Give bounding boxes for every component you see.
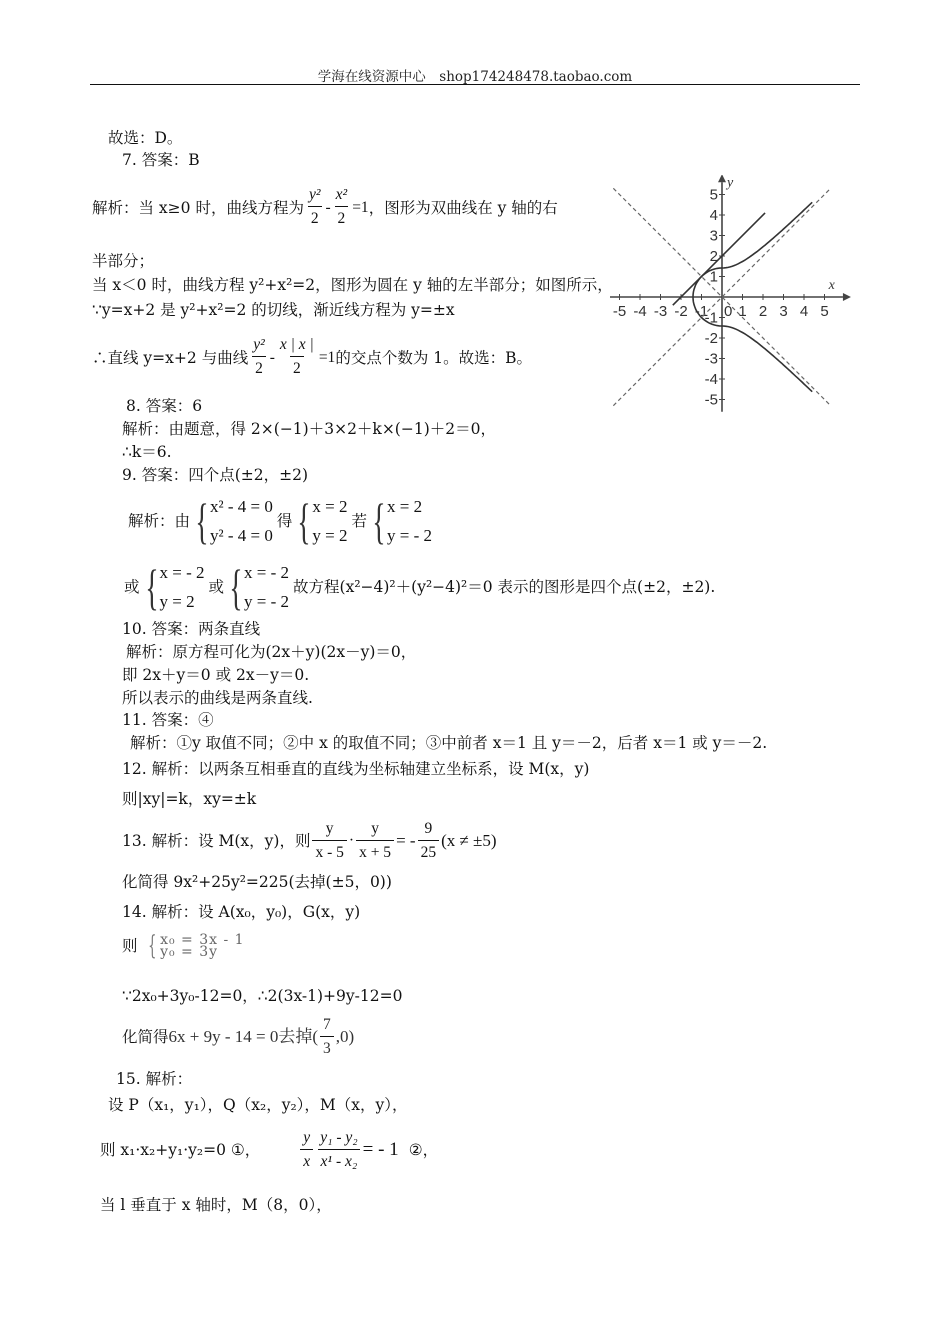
q7-fraction-4-den: 2 <box>290 356 304 381</box>
q9-system-1 <box>190 492 273 550</box>
x-tick-label: -4 <box>633 303 647 320</box>
q9-system-3-row-1: x = 2 <box>387 497 423 516</box>
q9-system-3-row-2: y = - 2 <box>387 526 432 545</box>
x-axis-label: x <box>828 278 835 293</box>
q10-answer: 10. 答案：两条直线 <box>122 620 261 638</box>
q9-system-2-row-2: y = 2 <box>312 526 348 545</box>
q13-fraction-2 <box>356 818 394 865</box>
q9-system-4-row-2: y = 2 <box>159 592 195 611</box>
q7-fraction-2-den: 2 <box>335 206 349 231</box>
x-tick-label: 3 <box>779 303 788 320</box>
y-tick-label: -2 <box>704 330 718 347</box>
q7-fraction-3-den: 2 <box>252 356 266 381</box>
q15-fraction-2-den: x¹ - x₂ <box>318 1149 361 1174</box>
q11-line1: 解析：①y 取值不同；②中 x 的取值不同；③中前者 x＝1 且 y＝－2，后者 x＝1 或 y＝－2. <box>130 734 768 752</box>
q7-line1-text-a: 解析：当 x≥0 时，曲线方程为 <box>92 198 304 217</box>
q7-line5 <box>92 334 532 381</box>
q13-line2: 化简得 9x²+25y²=225(去掉(±5，0)) <box>122 873 392 891</box>
q9-system-2-brace: { <box>297 493 311 549</box>
q7-line5-text-b: 的交点个数为 1。故选：B。 <box>335 348 532 367</box>
q13-fraction-3-den: 25 <box>418 840 440 865</box>
q8-analysis: 解析：由题意，得 2×(−1)＋3×2＋k×(−1)＋2＝0， <box>122 420 496 438</box>
q7-minus: - <box>325 198 331 216</box>
hyperbola-upper-branch <box>722 202 812 268</box>
q7-line5-text-a: ∴直线 y=x+2 与曲线 <box>92 348 249 367</box>
q7-line3: 当 x＜0 时，曲线方程 y²+x²=2，图形为圆在 y 轴的左半部分；如图所示， <box>92 276 613 294</box>
q7-fraction-2 <box>333 184 351 231</box>
q10-line2: 即 2x＋y＝0 或 2x－y＝0. <box>122 666 310 684</box>
q14-line3: ∵2x₀+3y₀-12=0，∴2(3x-1)+9y-12=0 <box>122 987 403 1005</box>
q13-eq: = - <box>396 831 416 850</box>
q7-line2: 半部分； <box>92 252 155 270</box>
q15-fraction-2 <box>317 1127 360 1174</box>
y-tick-label: -3 <box>704 350 718 368</box>
q9-system-5-brace: { <box>229 559 243 615</box>
q7-fraction-4 <box>277 334 317 381</box>
q15-eq: = - 1 <box>362 1139 399 1160</box>
y-axis-arrow <box>718 175 726 182</box>
q13-dot: · <box>348 832 355 849</box>
q10-line1: 解析：原方程可化为(2x＋y)(2x－y)＝0， <box>126 643 417 661</box>
q14-line4-end: ,0) <box>335 1027 355 1046</box>
q9-de: 得 <box>276 512 293 530</box>
y-tick-label: -1 <box>704 309 718 327</box>
q7-eq1: =1 <box>352 198 369 216</box>
q9-huo-2: 或 <box>208 578 225 596</box>
q13-fraction-2-num: y <box>371 819 379 837</box>
x-tick-label: -1 <box>694 303 709 320</box>
hyperbola-lower-branch <box>722 326 812 392</box>
q14-line2 <box>122 933 245 959</box>
y-tick-label: -4 <box>704 371 718 388</box>
q7-eq2: =1 <box>318 348 336 366</box>
q7-line1 <box>92 184 558 231</box>
page-header: 学海在线资源中心 shop174248478.taobao.com <box>317 69 633 85</box>
q9-system-3-brace: { <box>372 493 386 549</box>
q9-conclusion: 故方程(x²−4)²＋(y²−4)²＝0 表示的图形是四个点(±2，±2). <box>293 578 716 596</box>
y-tick-label: 2 <box>709 248 718 265</box>
header-rule <box>90 84 860 85</box>
x-tick-label: -5 <box>612 303 627 320</box>
q15-fraction-1-num: y <box>303 1128 311 1146</box>
q15-line3: 当 l 垂直于 x 轴时，M（8，0）， <box>100 1196 332 1214</box>
q15-line2-text-a: 则 x₁·x₂+y₁·y₂=0 ①， <box>100 1141 261 1159</box>
q9-system-5 <box>224 558 289 616</box>
q7-minus-2: - <box>269 348 275 366</box>
q15-line1: 设 P（x₁，y₁），Q（x₂，y₂），M（x，y）， <box>108 1096 408 1114</box>
origin-label: 0 <box>724 303 733 320</box>
q9-system-5-row-2: y = - 2 <box>244 592 290 611</box>
q14-line1: 14. 解析：设 A(x₀，y₀)，G(x，y) <box>122 903 361 921</box>
q15-fraction-1 <box>300 1127 313 1174</box>
q15-line2-text-b: ②， <box>408 1141 439 1159</box>
q14-system <box>144 933 245 959</box>
q8-answer: 8. 答案：6 <box>126 397 203 415</box>
q6-select: 故选：D。 <box>108 129 183 147</box>
x-tick-label: 5 <box>820 303 829 320</box>
graph-static <box>610 175 851 412</box>
q14-fraction-num: 7 <box>323 1015 331 1033</box>
q7-fraction-1-num: y² <box>308 186 321 203</box>
q15-title: 15. 解析： <box>116 1070 193 1088</box>
q13-fraction-1-num: y <box>325 819 334 837</box>
q13-condition: (x ≠ ±5) <box>441 831 497 850</box>
q7-fraction-3 <box>250 334 268 381</box>
q9-huo-1: 或 <box>124 578 140 596</box>
q9-line1 <box>128 490 432 552</box>
y-tick-label: 4 <box>709 207 718 224</box>
q9-system-4 <box>140 558 205 616</box>
y-tick-label: 3 <box>709 227 718 245</box>
x-tick-label: 1 <box>738 303 747 320</box>
q9-ruo: 若 <box>351 512 367 530</box>
q11-answer: 11. 答案：④ <box>122 711 214 729</box>
y-axis-label: y <box>727 175 734 191</box>
q9-system-1-brace: { <box>195 493 209 549</box>
q15-fraction-2-num: y₁ - y₂ <box>320 1128 358 1146</box>
q15-line2 <box>100 1124 438 1176</box>
q14-line4-text: 化简得 <box>122 1028 169 1046</box>
q9-system-3 <box>367 492 432 550</box>
q13-fraction-2-den: x + 5 <box>356 840 394 865</box>
q14-fraction <box>320 1014 334 1061</box>
q15-fraction-1-den: x <box>300 1149 313 1174</box>
q14-ze: 则 <box>122 937 138 955</box>
q13-prefix: 13. 解析：设 M(x，y)，则 <box>122 832 311 850</box>
q7-fraction-1 <box>306 184 324 231</box>
q14-fraction-den: 3 <box>320 1036 334 1061</box>
y-tick-label: 1 <box>709 268 718 286</box>
q14-system-row-1: x₀ = 3x - 1 <box>160 932 245 948</box>
q7-answer: 7. 答案：B <box>122 151 200 169</box>
q7-fraction-1-den: 2 <box>308 206 322 231</box>
q14-equation: 6x + 9y - 14 = 0去掉( <box>168 1027 319 1046</box>
q9-system-4-row-1: x = - 2 <box>159 563 205 582</box>
q7-fraction-2-num: x² <box>335 186 348 203</box>
q9-prefix: 解析：由 <box>128 512 191 530</box>
q9-system-1-row-1: x² - 4 = 0 <box>210 497 273 516</box>
y-tick-label: 5 <box>709 186 718 204</box>
y-tick-label: -5 <box>704 391 718 409</box>
x-tick-label: -2 <box>674 303 688 320</box>
q13-fraction-3 <box>418 818 440 865</box>
q13-fraction-3-num: 9 <box>424 819 433 837</box>
q10-line3: 所以表示的曲线是两条直线. <box>122 689 313 707</box>
q7-fraction-4-num: x | x | <box>279 336 314 353</box>
q7-line4: ∵y=x+2 是 y²+x²=2 的切线，渐近线方程为 y=±x <box>92 301 455 319</box>
q9-system-2 <box>292 492 347 550</box>
q9-answer: 9. 答案：四个点(±2，±2) <box>122 466 309 484</box>
q14-line4 <box>122 1014 354 1060</box>
x-tick-label: 2 <box>758 303 768 320</box>
q12-line2: 则|xy|=k，xy=±k <box>122 790 257 808</box>
x-tick-label: 4 <box>799 303 809 320</box>
line-y-eq-x-plus-2 <box>673 213 765 305</box>
q12-line1: 12. 解析：以两条互相垂直的直线为坐标轴建立坐标系，设 M(x，y) <box>122 760 590 778</box>
q14-system-brace: { <box>147 931 156 961</box>
q9-system-1-row-2: y² - 4 = 0 <box>210 526 273 545</box>
q8-result: ∴k＝6. <box>122 443 172 461</box>
q9-line2 <box>124 556 715 618</box>
q13-fraction-1 <box>312 818 346 865</box>
q7-line1-text-b: ，图形为双曲线在 y 轴的右 <box>368 198 558 217</box>
q7-fraction-3-num: y² <box>253 336 265 353</box>
q13-fraction-1-den: x - 5 <box>312 840 346 865</box>
q9-system-2-row-1: x = 2 <box>312 497 348 516</box>
q14-system-row-2: y₀ = 3y <box>160 944 219 960</box>
q9-system-5-row-1: x = - 2 <box>244 563 290 582</box>
hyperbola-circle-graph <box>610 175 860 420</box>
x-axis-arrow <box>843 293 851 301</box>
x-tick-label: -3 <box>653 303 668 320</box>
q13-line1 <box>122 815 497 867</box>
q9-system-4-brace: { <box>144 559 159 615</box>
